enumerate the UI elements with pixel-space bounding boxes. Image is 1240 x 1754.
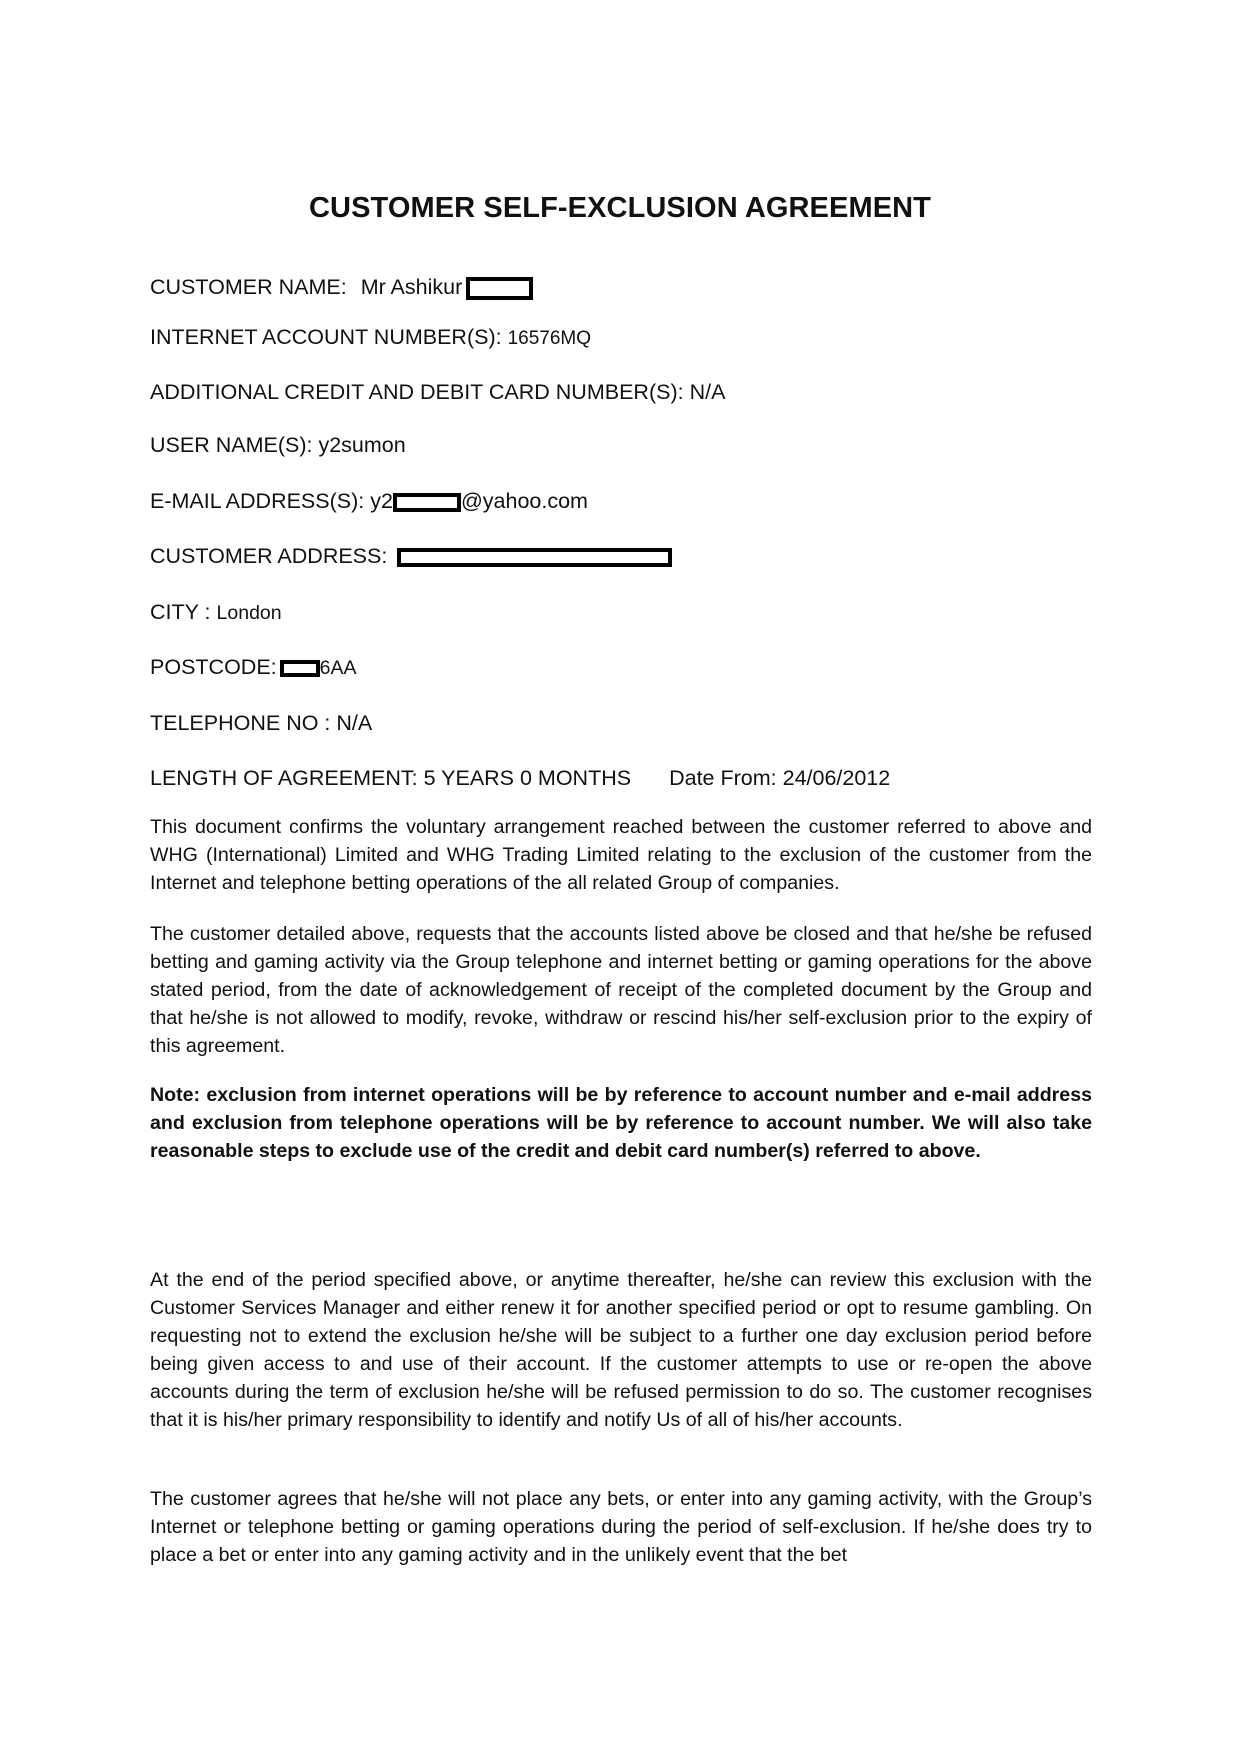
user-name-row: [150, 430, 406, 460]
date-from-label: Date From:: [669, 766, 777, 790]
account-number-row: [150, 322, 591, 354]
city-label: CITY :: [150, 600, 211, 624]
customer-name-row: [150, 272, 533, 302]
paragraph-note: Note: exclusion from internet operations will be by reference to account number and e-mail address and exclusion from telephone operations will be by reference to account number. We will also take reasonable steps to exclude use of the credit and debit card number(s) referred to above.: [150, 1084, 1092, 1162]
date-from-value: 24/06/2012: [782, 766, 891, 790]
user-name-value: y2sumon: [318, 433, 406, 457]
customer-name-label: CUSTOMER NAME:: [150, 275, 347, 299]
customer-name-value: Mr Ashikur: [360, 275, 463, 299]
address-row: [150, 541, 672, 571]
paragraph-intro: This document confirms the voluntary arrangement reached between the customer referred to above and WHG (International) Limited and WHG Trading Limited relating to the exclusion of the customer from the Internet and telephone betting operations of the all related Group of companies.: [150, 816, 1092, 894]
postcode-label: POSTCODE:: [150, 655, 277, 679]
length-value: 5 YEARS 0 MONTHS: [423, 766, 632, 790]
city-value: London: [216, 602, 282, 624]
paragraph-review: At the end of the period specified above, or anytime thereafter, he/she can review this exclusion with the Customer Services Manager and either renew it for another specified period or opt to resume gambling. On requesting not to extend the exclusion he/she will be subject to a further one day exclusion period before being given access to and use of their account. If the customer attempts to use or re-open the above accounts during the term of exclusion he/she will be refused permission to do so. The customer recognises that it is his/her primary responsibility to identify and notify Us of all of his/her accounts.: [150, 1269, 1092, 1431]
redaction-box: [397, 548, 672, 567]
email-row: [150, 486, 588, 516]
postcode-row: [150, 652, 357, 683]
card-numbers-value: N/A: [689, 380, 726, 404]
email-value-prefix: y2: [370, 489, 393, 513]
account-number-label: INTERNET ACCOUNT NUMBER(S):: [150, 325, 502, 349]
redaction-box: [280, 660, 320, 677]
telephone-row: [150, 708, 372, 738]
postcode-value-suffix: 6AA: [319, 657, 357, 679]
account-number-value: 16576MQ: [507, 328, 592, 349]
paragraph-request: The customer detailed above, requests that the accounts listed above be closed and that he/she be refused betting and gaming activity via the Group telephone and internet betting or gaming operations for the above stated period, from the date of acknowledgement of receipt of the completed document by the Group and that he/she is not allowed to modify, revoke, withdraw or rescind his/her self-exclusion prior to the expiry of this agreement.: [150, 923, 1092, 1057]
card-numbers-row: [150, 377, 725, 407]
card-numbers-label: ADDITIONAL CREDIT AND DEBIT CARD NUMBER(S):: [150, 380, 684, 404]
paragraph-agreement: The customer agrees that he/she will not place any bets, or enter into any gaming activity, with the Group’s Internet or telephone betting or gaming operations during the period of self-exclusion. If he/she does try to place a bet or enter into any gaming activity and in the unlikely event that the bet: [150, 1488, 1092, 1566]
length-row: [150, 763, 890, 793]
document-title: CUSTOMER SELF-EXCLUSION AGREEMENT: [309, 192, 931, 224]
telephone-value: N/A: [336, 711, 373, 735]
length-label: LENGTH OF AGREEMENT:: [150, 766, 418, 790]
address-label: CUSTOMER ADDRESS:: [150, 544, 388, 568]
redaction-box: [466, 277, 533, 300]
user-name-label: USER NAME(S):: [150, 433, 313, 457]
email-label: E-MAIL ADDRESS(S):: [150, 489, 365, 513]
redaction-box: [393, 493, 461, 512]
email-value-suffix: @yahoo.com: [460, 489, 588, 513]
telephone-label: TELEPHONE NO :: [150, 711, 331, 735]
city-row: [150, 597, 282, 628]
